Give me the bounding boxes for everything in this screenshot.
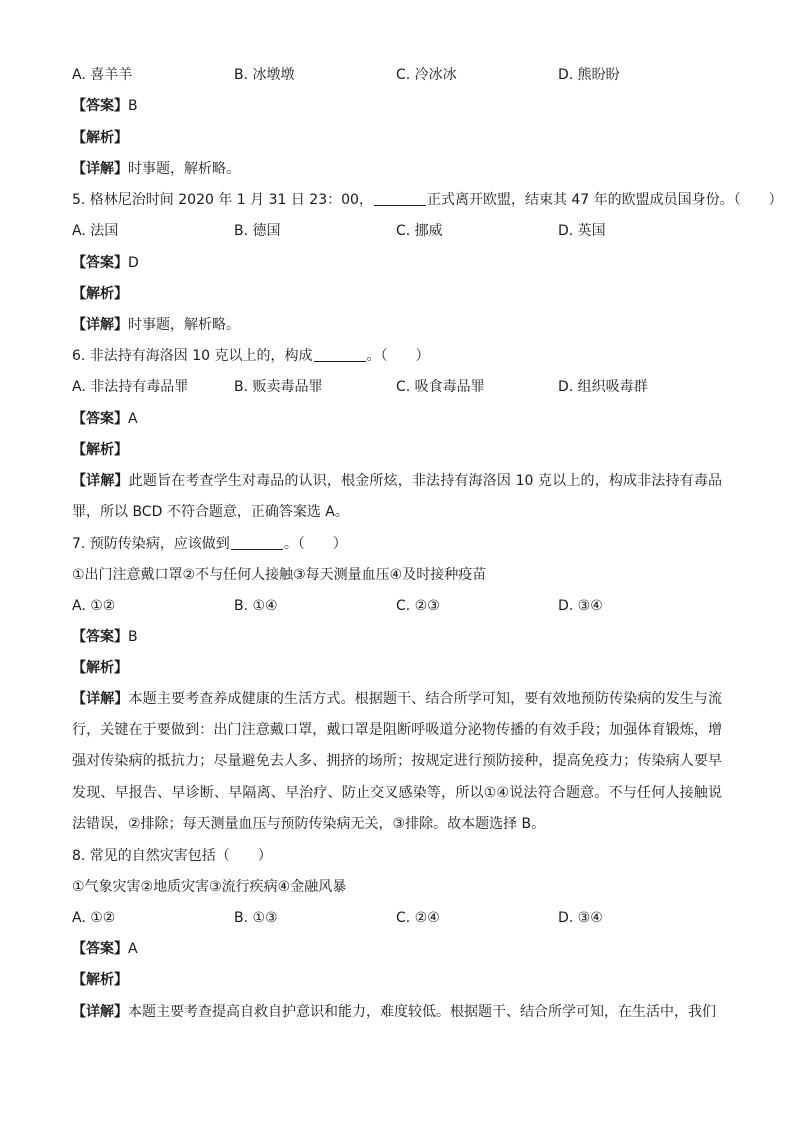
- q8-detail: 【详解】本题主要考查提高自救自护意识和能力，难度较低。根据题干、结合所学可知，在生活中，我们: [72, 1004, 716, 1020]
- q7-detail: 【详解】本题主要考查养成健康的生活方式。根据题干、结合所学可知，要有效地预防传染病的发生与流行，关键在于要做到：出门注意戴口罩，戴口罩是阻断呼吸道分泌物传播的有效手段；加强体育锻炼，增强对传染病的抵抗力；尽量避免去人多、拥挤的场所；按规定进行预防接种，提高免疫力；传染病人要早发现、早报告、早诊断、早隔离、早治疗、防止交叉感染等，所以①④说法符合题意。不与任何人接触说法错误，②排除；每天测量血压与预防传染病无关，③排除。故本题选择 B。: [72, 691, 723, 832]
- option-c: C. ②③: [396, 598, 440, 614]
- q6-detail: 【详解】此题旨在考查学生对毒品的认识，根金所炫，非法持有海洛因 10 克以上的，构成非法持有毒品罪，所以 BCD 不符合题意，正确答案选 A。: [72, 473, 723, 521]
- option-a: A. 非法持有毒品罪: [72, 379, 189, 395]
- option-c: C. ②④: [396, 910, 440, 926]
- q8-answer: 【答案】A: [72, 941, 138, 957]
- q4-analysis-heading: 【解析】: [72, 130, 128, 146]
- q5-analysis-heading: 【解析】: [72, 286, 128, 302]
- option-a: A. ①②: [72, 910, 116, 926]
- option-d: D. 组织吸毒群: [558, 379, 648, 395]
- answer-blank: [374, 191, 426, 206]
- answer-blank: [314, 347, 366, 362]
- option-c: C. 挪威: [396, 223, 443, 239]
- q4-answer: 【答案】B: [72, 98, 138, 114]
- option-c: C. 吸食毒品罪: [396, 379, 485, 395]
- q6-stem: 6. 非法持有海洛因 10 克以上的，构成 。（ ）: [72, 348, 430, 364]
- option-b: B. ①④: [234, 598, 278, 614]
- option-b: B. 贩卖毒品罪: [234, 379, 323, 395]
- option-a: A. ①②: [72, 598, 116, 614]
- q6-analysis-heading: 【解析】: [72, 442, 128, 458]
- option-c: C. 冷冰冰: [396, 67, 457, 83]
- q7-answer: 【答案】B: [72, 629, 138, 645]
- q7-stem: 7. 预防传染病，应该做到 。（ ）: [72, 536, 347, 552]
- answer-blank: [231, 535, 283, 550]
- option-a: A. 喜羊羊: [72, 67, 133, 83]
- q8-items: ①气象灾害②地质灾害③流行疾病④金融风暴: [72, 879, 347, 895]
- q7-analysis-heading: 【解析】: [72, 660, 128, 676]
- option-a: A. 法国: [72, 223, 119, 239]
- q6-answer: 【答案】A: [72, 411, 138, 427]
- q5-stem: 5. 格林尼治时间 2020 年 1 月 31 日 23：00， 正式离开欧盟，结束其 47 年的欧盟成员国身份。（ ）: [72, 192, 783, 208]
- option-d: D. 英国: [558, 223, 606, 239]
- option-d: D. 熊盼盼: [558, 67, 620, 83]
- option-b: B. 德国: [234, 223, 281, 239]
- option-d: D. ③④: [558, 598, 603, 614]
- option-b: B. ①③: [234, 910, 278, 926]
- q8-stem: 8. 常见的自然灾害包括（ ）: [72, 848, 272, 864]
- option-d: D. ③④: [558, 910, 603, 926]
- q7-items: ①出门注意戴口罩②不与任何人接触③每天测量血压④及时接种疫苗: [72, 567, 487, 583]
- q5-answer: 【答案】D: [72, 255, 139, 271]
- q5-detail: 【详解】时事题，解析略。: [72, 317, 240, 333]
- option-b: B. 冰墩墩: [234, 67, 295, 83]
- q4-detail: 【详解】时事题，解析略。: [72, 161, 240, 177]
- q8-analysis-heading: 【解析】: [72, 972, 128, 988]
